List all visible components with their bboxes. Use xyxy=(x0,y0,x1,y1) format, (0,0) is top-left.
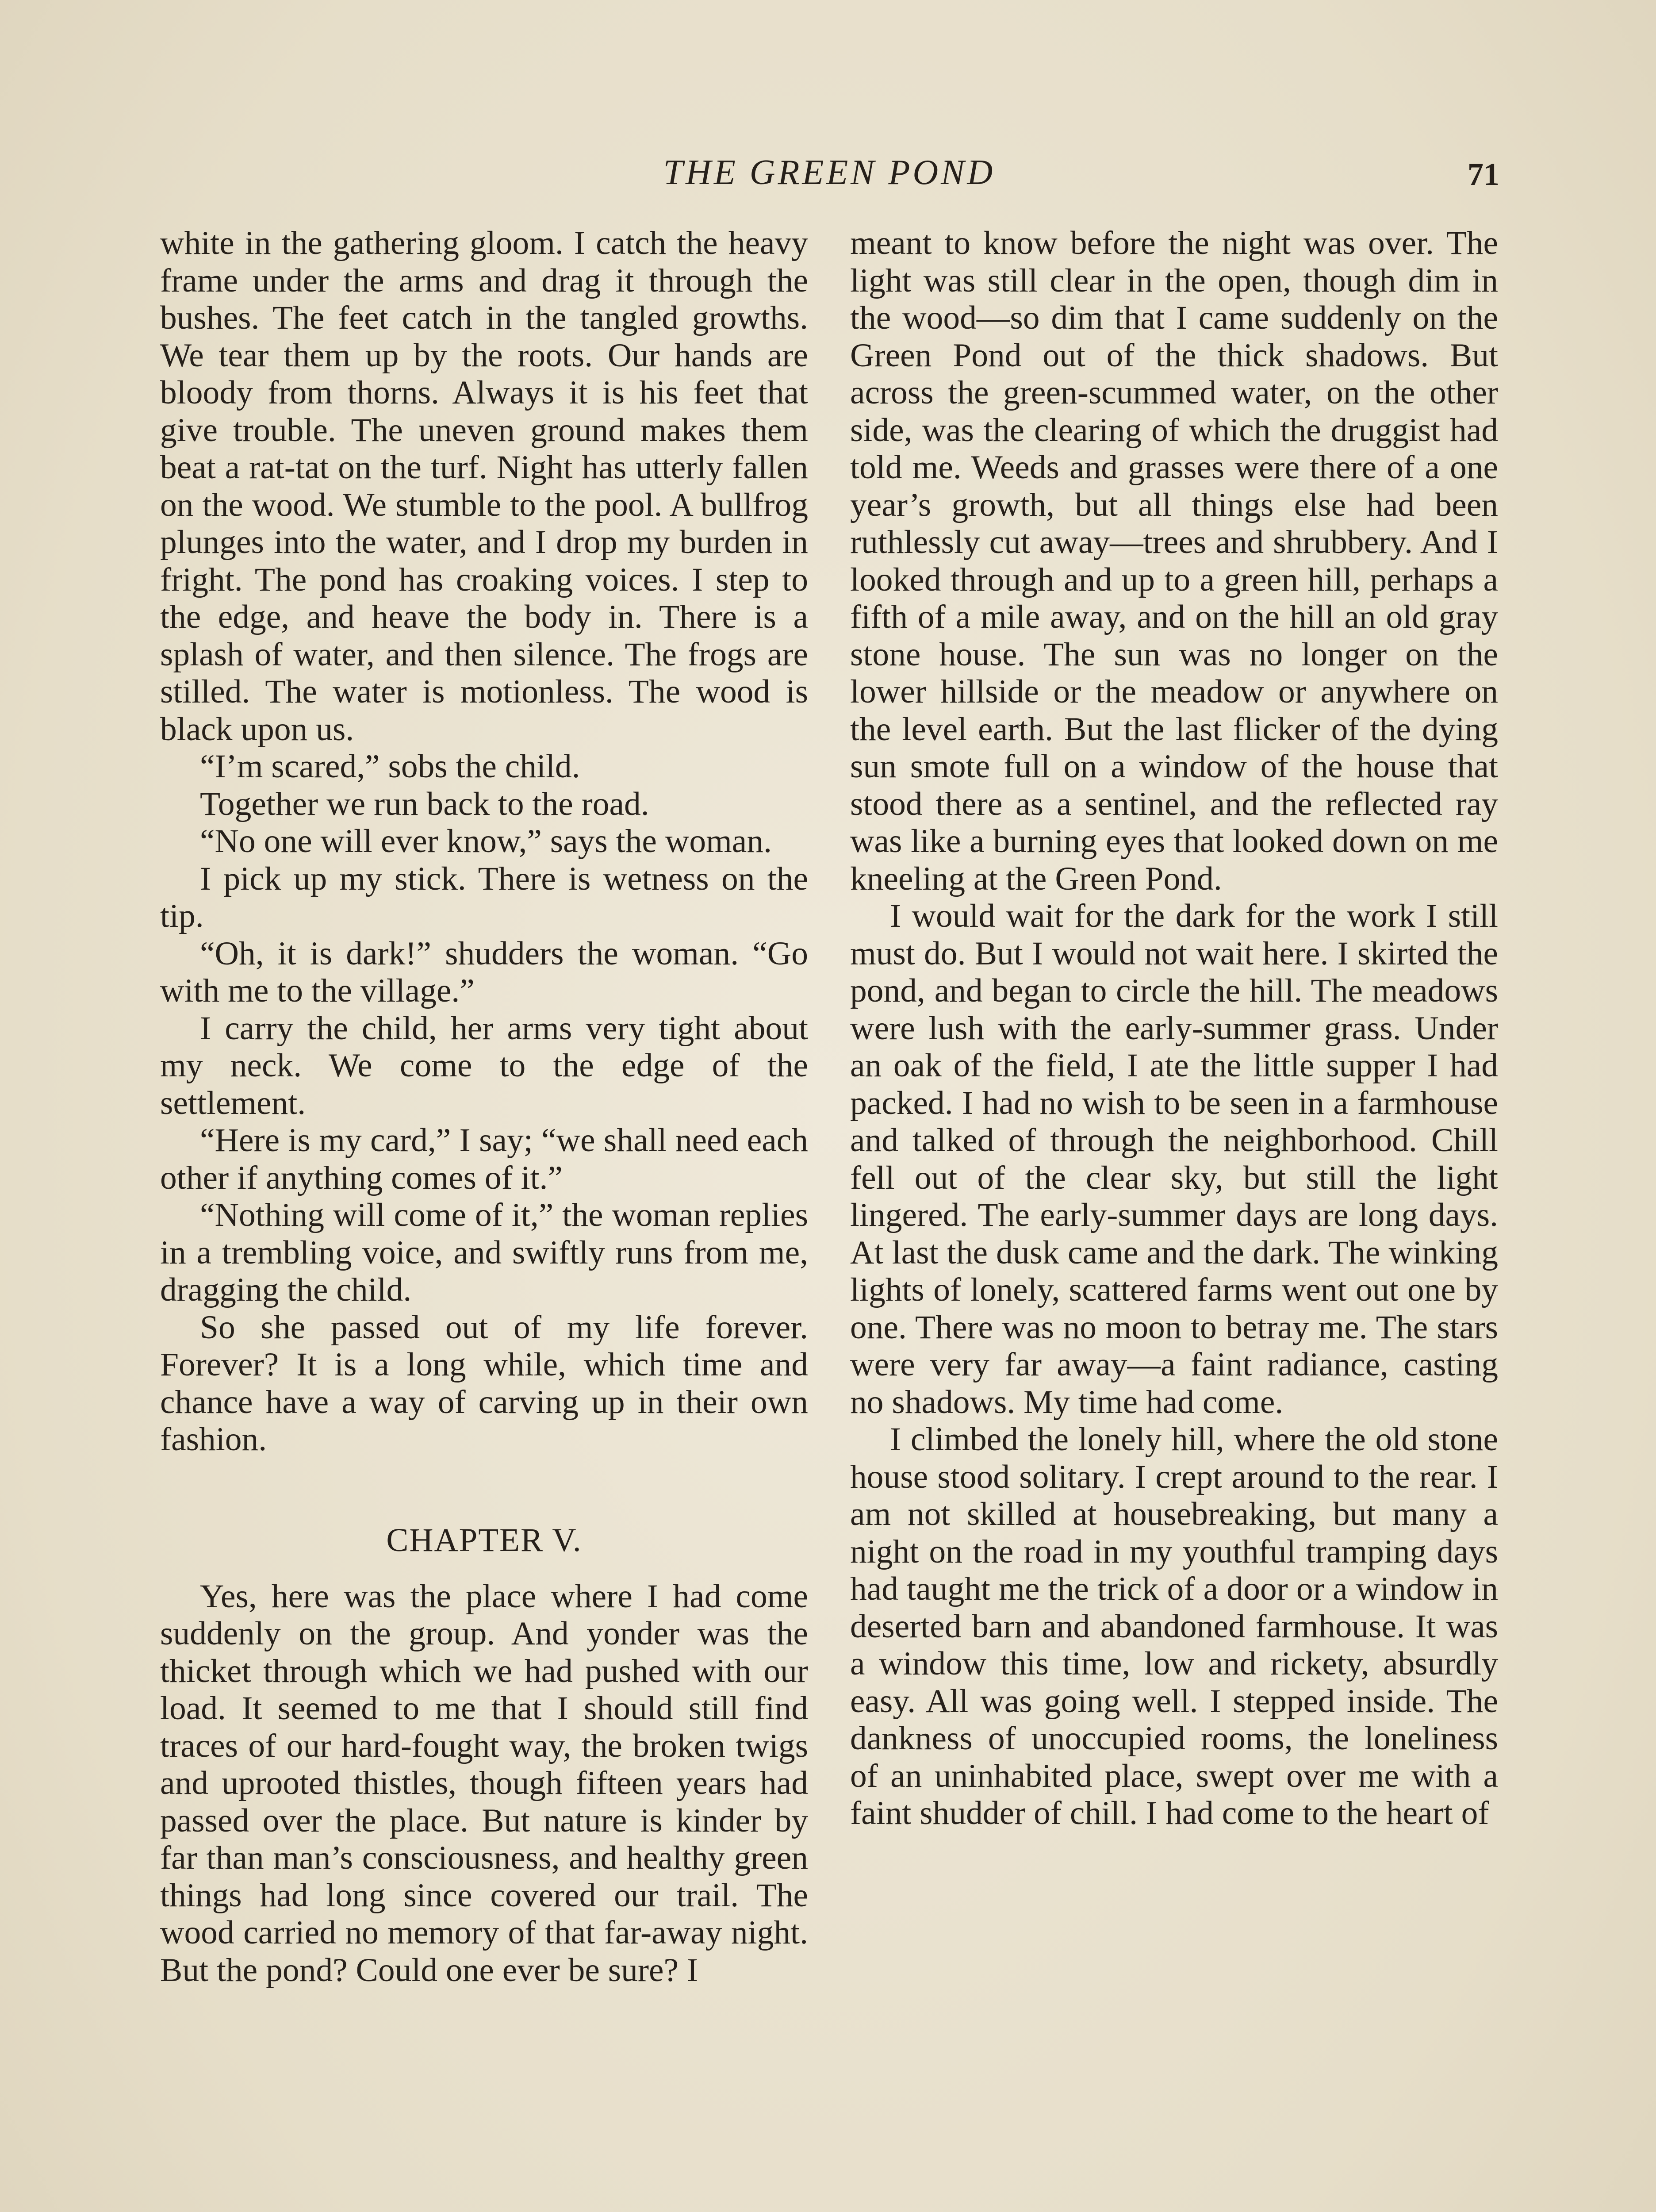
page-header xyxy=(159,148,1499,201)
paragraph: “Nothing will come of it,” the woman replies in a trembling voice, and swiftly runs from me, dragging the child. xyxy=(160,1197,808,1308)
paragraph: “Here is my card,” I say; “we shall need each other if anything comes of it.” xyxy=(160,1122,808,1196)
paragraph: So she passed out of my life forever. Forever? It is a long while, which time and chance have a way of carving up in their own fashion. xyxy=(160,1309,808,1458)
paragraph: I carry the child, her arms very tight about my neck. We come to the edge of the settlement. xyxy=(160,1010,808,1121)
left-column xyxy=(160,225,808,1989)
paragraph: Yes, here was the place where I had come suddenly on the group. And yonder was the thicket through which we had pushed with our load. It seemed to me that I should still find traces of our hard-fought way, the broken twigs and uprooted thistles, though fifteen years had passed over the place. But nature is kinder by far than man’s consciousness, and healthy green things had long since covered our trail. The wood carried no memory of that far-away night. But the pond? Could one ever be sure? I xyxy=(160,1578,808,1989)
paragraph: meant to know before the night was over. The light was still clear in the open, though dim in the wood—so dim that I came suddenly on the Green Pond out of the thick shadows. But across the green-scummed water, on the other side, was the clearing of which the druggist had told me. Weeds and grasses were there of a one year’s growth, but all things else had been ruthlessly cut away—trees and shrubbery. And I looked through and up to a green hill, perhaps a fifth of a mile away, and on the hill an old gray stone house. The sun was no longer on the lower hillside or the meadow or anywhere on the level earth. But the last flicker of the dying sun smote full on a window of the house that stood there as a sentinel, and the reflected ray was like a burning eyes that looked down on me kneeling at the Green Pond. xyxy=(850,225,1498,897)
paragraph: “No one will ever know,” says the woman. xyxy=(200,823,772,860)
paragraph: Together we run back to the road. xyxy=(200,785,649,822)
paragraph: I would wait for the dark for the work I still must do. But I would not wait here. I skirted the pond, and began to circle the hill. The meadows were lush with the early-summer grass. Under an oak of the field, I ate the little supper I had packed. I had no wish to be seen in a farmhouse and talked of through the neighborhood. Chill fell out of the clear sky, but still the light lingered. The early-summer days are long days. At last the dusk came and the dark. The winking lights of lonely, scattered farms went out one by one. There was no moon to betray me. The stars were very far away—a faint radiance, casting no shadows. My time had come. xyxy=(850,898,1498,1421)
paragraph: “I’m scared,” sobs the child. xyxy=(200,748,580,785)
chapter-heading: CHAPTER V. xyxy=(386,1521,582,1559)
paragraph: white in the gathering gloom. I catch the heavy frame under the arms and drag it through the bushes. The feet catch in the tangled growths. We tear them up by the roots. Our hands are bloody from thorns. Always it is his feet that give trouble. The uneven ground makes them beat a rat-tat on the turf. Night has utterly fallen on the wood. We stumble to the pool. A bullfrog plunges into the water, and I drop my burden in fright. The pond has croaking voices. I step to the edge, and heave the body in. There is a splash of water, and then silence. The frogs are stilled. The water is motionless. The wood is black upon us. xyxy=(160,225,808,748)
paragraph: I climbed the lonely hill, where the old stone house stood solitary. I crept around to the rear. I am not skilled at housebreaking, but many a night on the road in my youthful tramping days had taught me the trick of a door or a window in deserted barn and abandoned farmhouse. It was a window this time, low and rickety, absurdly easy. All was going well. I stepped inside. The dankness of unoccupied rooms, the loneliness of an uninhabited place, swept over me with a faint shudder of chill. I had come to the heart of xyxy=(850,1421,1498,1832)
paragraph: “Oh, it is dark!” shudders the woman. “Go with me to the village.” xyxy=(160,935,808,1009)
running-title: THE GREEN POND xyxy=(663,153,996,192)
page-number: 71 xyxy=(1468,157,1499,192)
right-column xyxy=(850,225,1498,1832)
paragraph: I pick up my stick. There is wetness on the tip. xyxy=(160,860,808,934)
